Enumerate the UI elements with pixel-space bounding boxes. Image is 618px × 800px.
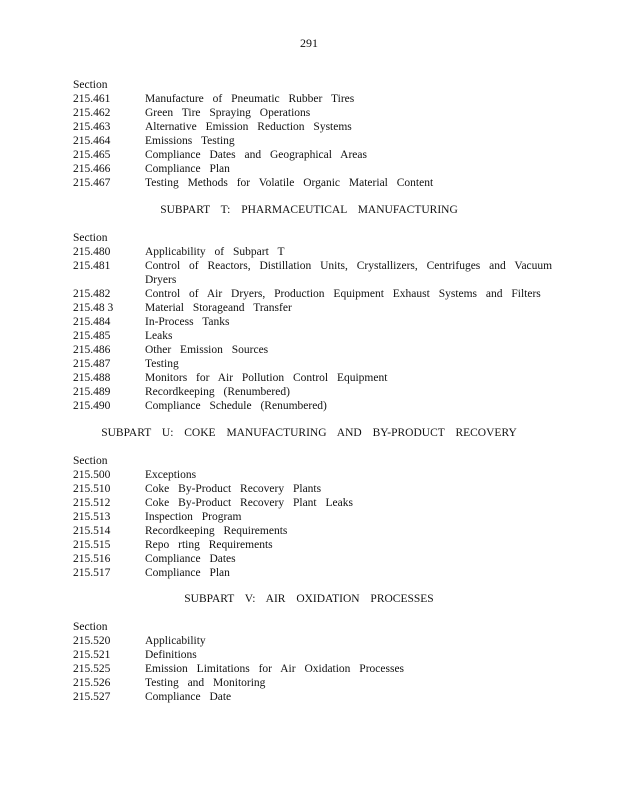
section-number: 215.526 [73,677,111,689]
section-title: Coke By-Product Recovery Plants [145,483,322,495]
toc-row [73,357,553,371]
section-title: Applicability [145,635,206,647]
section-number: 215.516 [73,553,111,565]
section-title: Manufacture of Pneumatic Rubber Tires [145,93,355,105]
subpart-v-heading: SUBPART V: AIR OXIDATION PROCESSES [184,593,434,605]
section-title: Compliance Schedule (Renumbered) [145,400,327,412]
section-number: 215.462 [73,107,111,119]
section-title: Testing Methods for Volatile Organic Material Content [145,177,434,189]
section-number: 215.521 [73,649,111,661]
section-title: Recordkeeping Requirements [145,525,288,537]
section-title: Exceptions [145,469,197,481]
toc-row [73,92,553,106]
toc-row [73,496,553,510]
section-title: Definitions [145,649,197,661]
section-number: 215.520 [73,635,111,647]
toc-row [73,329,553,343]
section-title: Leaks [145,330,173,342]
section-title: Control of Reactors, Distillation Units, Crystallizers, Centrifuges and Vacuum Dryers [145,260,553,286]
section-title: Green Tire Spraying Operations [145,107,311,119]
section-number: 215.513 [73,511,111,523]
section-number: 215.490 [73,400,111,412]
section-title: In-Process Tanks [145,316,230,328]
toc-row [73,371,553,385]
section-number: 215.510 [73,483,111,495]
toc-row [73,566,553,580]
section-number: 215.467 [73,177,111,189]
section-block-rubber-tires [73,78,553,190]
section-title: Compliance Date [145,691,232,703]
section-title: Inspection Program [145,511,242,523]
section-number: 215.464 [73,135,111,147]
toc-row [73,315,553,329]
section-title: Monitors for Air Pollution Control Equipment [145,372,388,384]
section-number: 215.461 [73,93,111,105]
section-number: 215.488 [73,372,111,384]
section-title: Compliance Dates [145,553,236,565]
section-block-pharmaceutical [73,231,553,413]
toc-row [73,245,553,259]
section-title: Compliance Dates and Geographical Areas [145,149,367,161]
section-label: Section [73,79,108,91]
section-number: 215.500 [73,469,111,481]
section-block-air-oxidation [73,620,553,704]
toc-row [73,399,553,413]
section-title: Control of Air Dryers, Production Equipment Exhaust Systems and Filters [145,288,541,300]
toc-row [73,259,553,287]
toc-row [73,287,553,301]
section-number: 215.517 [73,567,111,579]
section-number: 215.489 [73,386,111,398]
toc-row [73,301,553,315]
section-label: Section [73,455,108,467]
section-number: 215.514 [73,525,111,537]
section-label: Section [73,232,108,244]
toc-row [73,482,553,496]
section-number: 215.465 [73,149,111,161]
section-title: Repo rting Requirements [145,539,273,551]
section-block-coke [73,454,553,580]
section-title: Other Emission Sources [145,344,269,356]
toc-row [73,106,553,120]
section-number: 215.466 [73,163,111,175]
section-title: Alternative Emission Reduction Systems [145,121,352,133]
section-number: 215.486 [73,344,111,356]
toc-row [73,552,553,566]
section-title: Applicability of Subpart T [145,246,285,258]
section-number: 215.480 [73,246,111,258]
toc-row [73,676,553,690]
toc-row [73,134,553,148]
section-label: Section [73,621,108,633]
subpart-t-heading: SUBPART T: PHARMACEUTICAL MANUFACTURING [160,204,458,216]
section-title: Compliance Plan [145,163,230,175]
section-title: Emissions Testing [145,135,235,147]
section-number: 215.515 [73,539,111,551]
section-title: Compliance Plan [145,567,230,579]
section-title: Recordkeeping (Renumbered) [145,386,290,398]
toc-row [73,120,553,134]
section-number: 215.463 [73,121,111,133]
toc-row [73,648,553,662]
section-title: Testing and Monitoring [145,677,266,689]
section-number: 215.481 [73,260,111,272]
section-number: 215.485 [73,330,111,342]
toc-row [73,634,553,648]
section-number: 215.487 [73,358,111,370]
section-title: Testing [145,358,179,370]
section-number: 215.527 [73,691,111,703]
section-number: 215.48 3 [73,302,114,314]
toc-row [73,690,553,704]
toc-row [73,343,553,357]
section-number: 215.525 [73,663,111,675]
section-title: Material Storageand Transfer [145,302,292,314]
toc-row [73,538,553,552]
toc-row [73,385,553,399]
section-number: 215.512 [73,497,111,509]
subpart-u-heading: SUBPART U: COKE MANUFACTURING AND BY-PRODUCT RECOVERY [101,427,517,439]
section-number: 215.482 [73,288,111,300]
section-title: Coke By-Product Recovery Plant Leaks [145,497,353,509]
toc-row [73,510,553,524]
section-number: 215.484 [73,316,111,328]
toc-row [73,468,553,482]
toc-row [73,662,553,676]
toc-row [73,524,553,538]
toc-row [73,162,553,176]
page-number: 291 [300,36,318,50]
section-title: Emission Limitations for Air Oxidation Processes [145,663,405,675]
toc-row [73,176,553,190]
toc-row [73,148,553,162]
